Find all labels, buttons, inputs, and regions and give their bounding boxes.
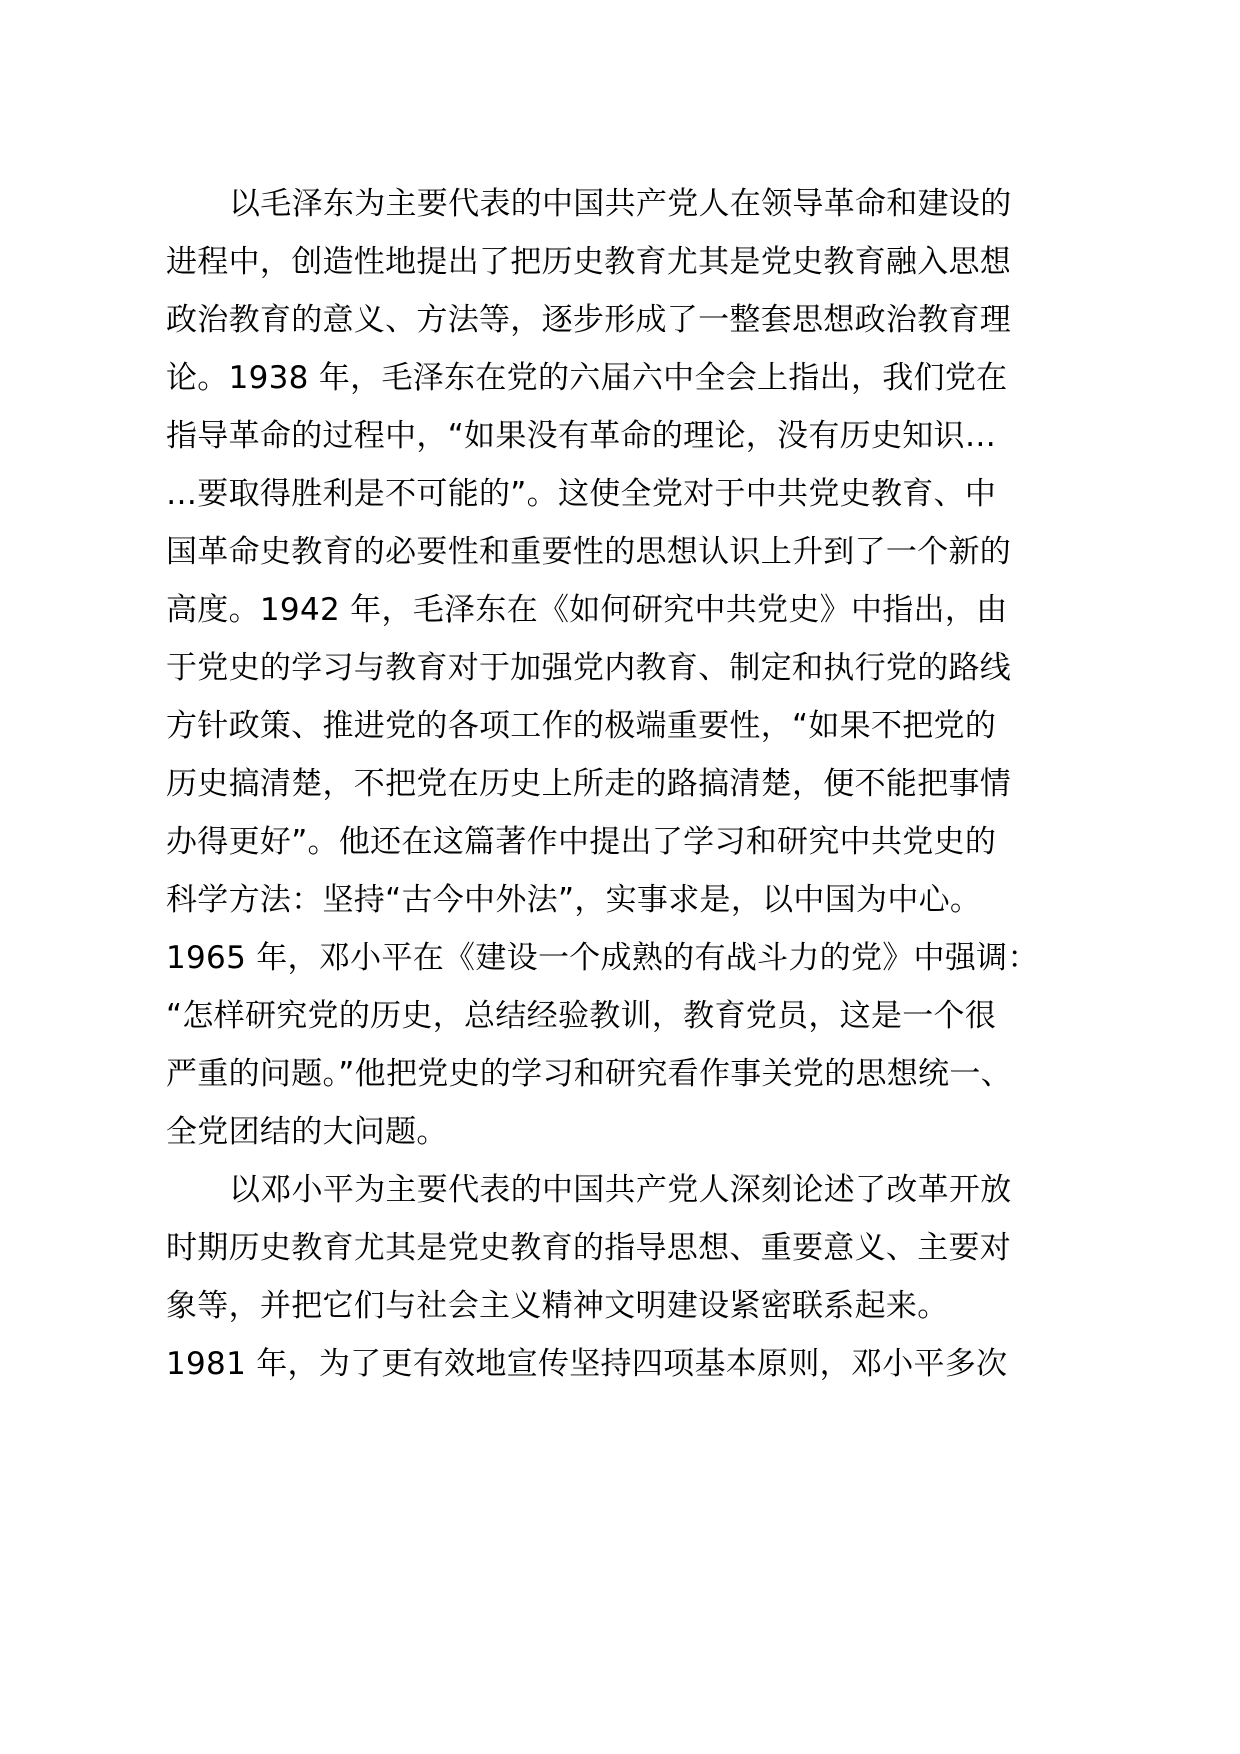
paragraph-1-line: 历史搞清楚，不把党在历史上所走的路搞清楚，便不能把事情 <box>166 766 1012 802</box>
paragraph-1-line: 以毛泽东为主要代表的中国共产党人在领导革命和建设的 <box>229 186 1012 222</box>
paragraph-2-line: 象等，并把它们与社会主义精神文明建设紧密联系起来。 <box>166 1288 949 1324</box>
paragraph-1-line: 严重的问题。”他把党史的学习和研究看作事关党的思想统一、 <box>166 1056 1012 1092</box>
paragraph-2-line: 时期历史教育尤其是党史教育的指导思想、重要意义、主要对 <box>166 1230 1012 1266</box>
paragraph-2-line: 1981 年，为了更有效地宣传坚持四项基本原则，邓小平多次 <box>166 1346 1008 1382</box>
paragraph-1-line: 论。1938 年，毛泽东在党的六届六中全会上指出，我们党在 <box>166 360 1008 396</box>
paragraph-1-line: 进程中，创造性地提出了把历史教育尤其是党史教育融入思想 <box>166 244 1012 280</box>
paragraph-1-line: 全党团结的大问题。 <box>166 1114 448 1150</box>
paragraph-1-line: 国革命史教育的必要性和重要性的思想认识上升到了一个新的 <box>166 534 1012 570</box>
paragraph-1-line: 办得更好”。他还在这篇著作中提出了学习和研究中共党史的 <box>166 824 997 860</box>
paragraph-1-line: “怎样研究党的历史，总结经验教训，教育党员，这是一个很 <box>166 998 997 1034</box>
paragraph-1-line: 于党史的学习与教育对于加强党内教育、制定和执行党的路线 <box>166 650 1012 686</box>
paragraph-1-line: 高度。1942 年，毛泽东在《如何研究中共党史》中指出，由 <box>166 592 1008 628</box>
paragraph-1-line: 政治教育的意义、方法等，逐步形成了一整套思想政治教育理 <box>166 302 1012 338</box>
paragraph-1-line: 1965 年，邓小平在《建设一个成熟的有战斗力的党》中强调： <box>166 940 1039 976</box>
paragraph-2-line: 以邓小平为主要代表的中国共产党人深刻论述了改革开放 <box>229 1172 1012 1208</box>
paragraph-1-line: 指导革命的过程中，“如果没有革命的理论，没有历史知识… <box>166 418 997 454</box>
paragraph-1-line: 方针政策、推进党的各项工作的极端重要性，“如果不把党的 <box>166 708 997 744</box>
paragraph-1-line: …要取得胜利是不可能的”。这使全党对于中共党史教育、中 <box>166 476 997 512</box>
paragraph-1-line: 科学方法：坚持“古今中外法”，实事求是，以中国为中心。 <box>166 882 982 918</box>
